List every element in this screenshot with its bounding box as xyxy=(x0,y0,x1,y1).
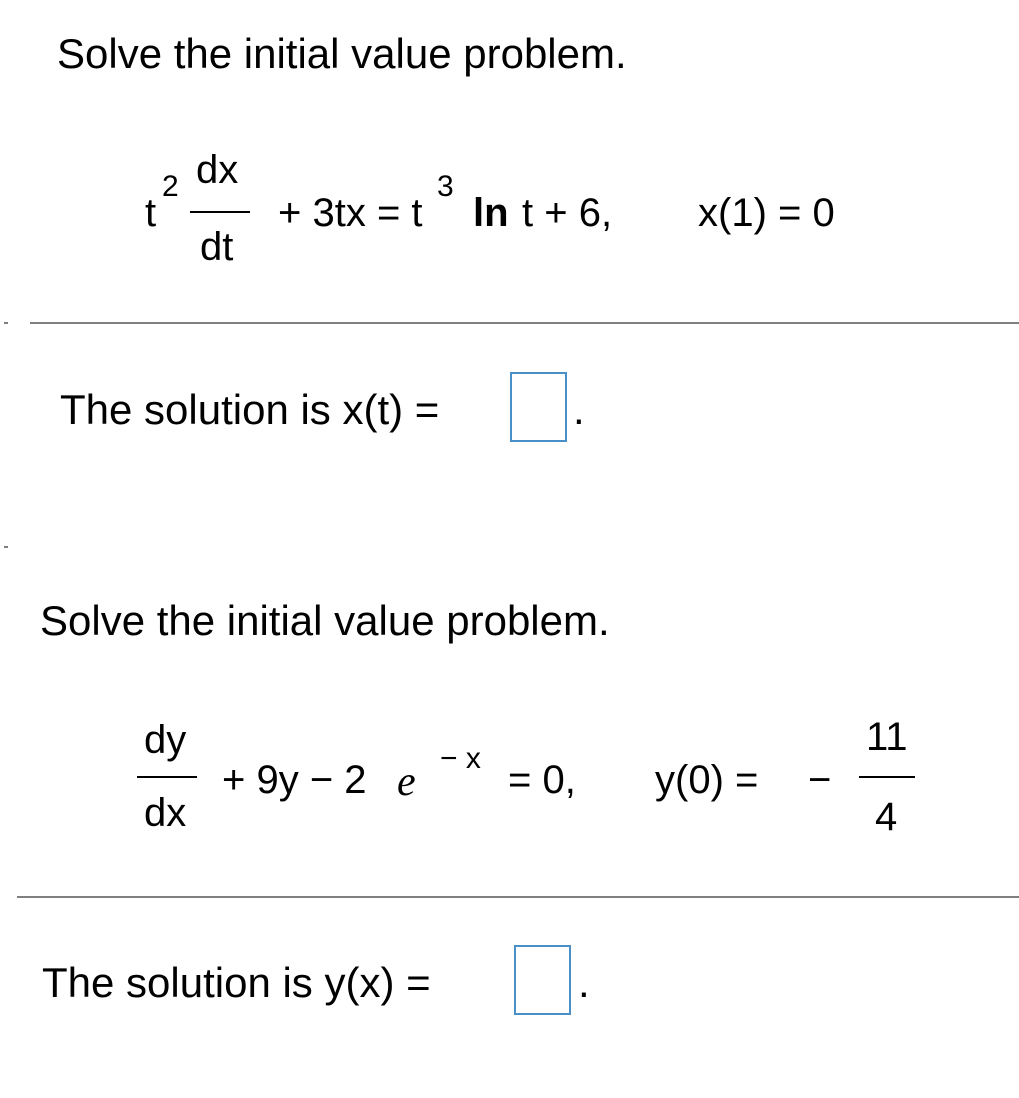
tick-mark xyxy=(4,322,8,324)
eq2-middle: + 9y − 2 xyxy=(222,758,367,802)
eq1-ln: ln xyxy=(473,191,509,235)
eq1-fraction-bar xyxy=(190,211,250,213)
problem-1-prompt: Solve the initial value problem. xyxy=(57,30,627,77)
eq1-middle: + 3tx = t xyxy=(278,191,423,235)
divider-2 xyxy=(17,896,1019,898)
eq2-fraction-bar xyxy=(137,776,197,778)
eq2-frac-denominator: dx xyxy=(144,791,187,835)
eq1-frac-denominator: dt xyxy=(200,225,234,269)
solution-2-label: The solution is y(x) = xyxy=(42,959,431,1006)
solution-1-input[interactable] xyxy=(510,372,567,442)
solution-1-period: . xyxy=(573,386,585,433)
eq1-tail: t + 6, xyxy=(522,191,613,235)
eq2-ic-sign: − xyxy=(808,758,832,802)
eq2-ic-lhs: y(0) = xyxy=(655,758,759,802)
eq2-ic-numerator: 11 xyxy=(866,715,908,759)
eq2-ic-denominator: 4 xyxy=(875,795,898,839)
solution-2-input[interactable] xyxy=(514,945,571,1015)
eq1-initial-condition: x(1) = 0 xyxy=(698,191,835,235)
eq1-lead-var: t xyxy=(145,191,157,235)
solution-1-label: The solution is x(t) = xyxy=(60,386,440,433)
eq1-middle-exp: 3 xyxy=(437,170,454,203)
divider-1 xyxy=(30,322,1019,324)
eq1-lead-exp: 2 xyxy=(162,170,179,203)
tick-mark xyxy=(4,546,8,548)
problem-2-prompt: Solve the initial value problem. xyxy=(40,597,610,644)
eq1-frac-numerator: dx xyxy=(196,148,239,192)
eq2-tail: = 0, xyxy=(508,758,576,802)
eq2-exponent: − x xyxy=(440,742,481,775)
eq2-frac-numerator: dy xyxy=(144,718,187,762)
eq2-e: e xyxy=(397,759,416,805)
eq2-ic-fraction-bar xyxy=(859,776,915,778)
solution-2-period: . xyxy=(578,959,590,1006)
